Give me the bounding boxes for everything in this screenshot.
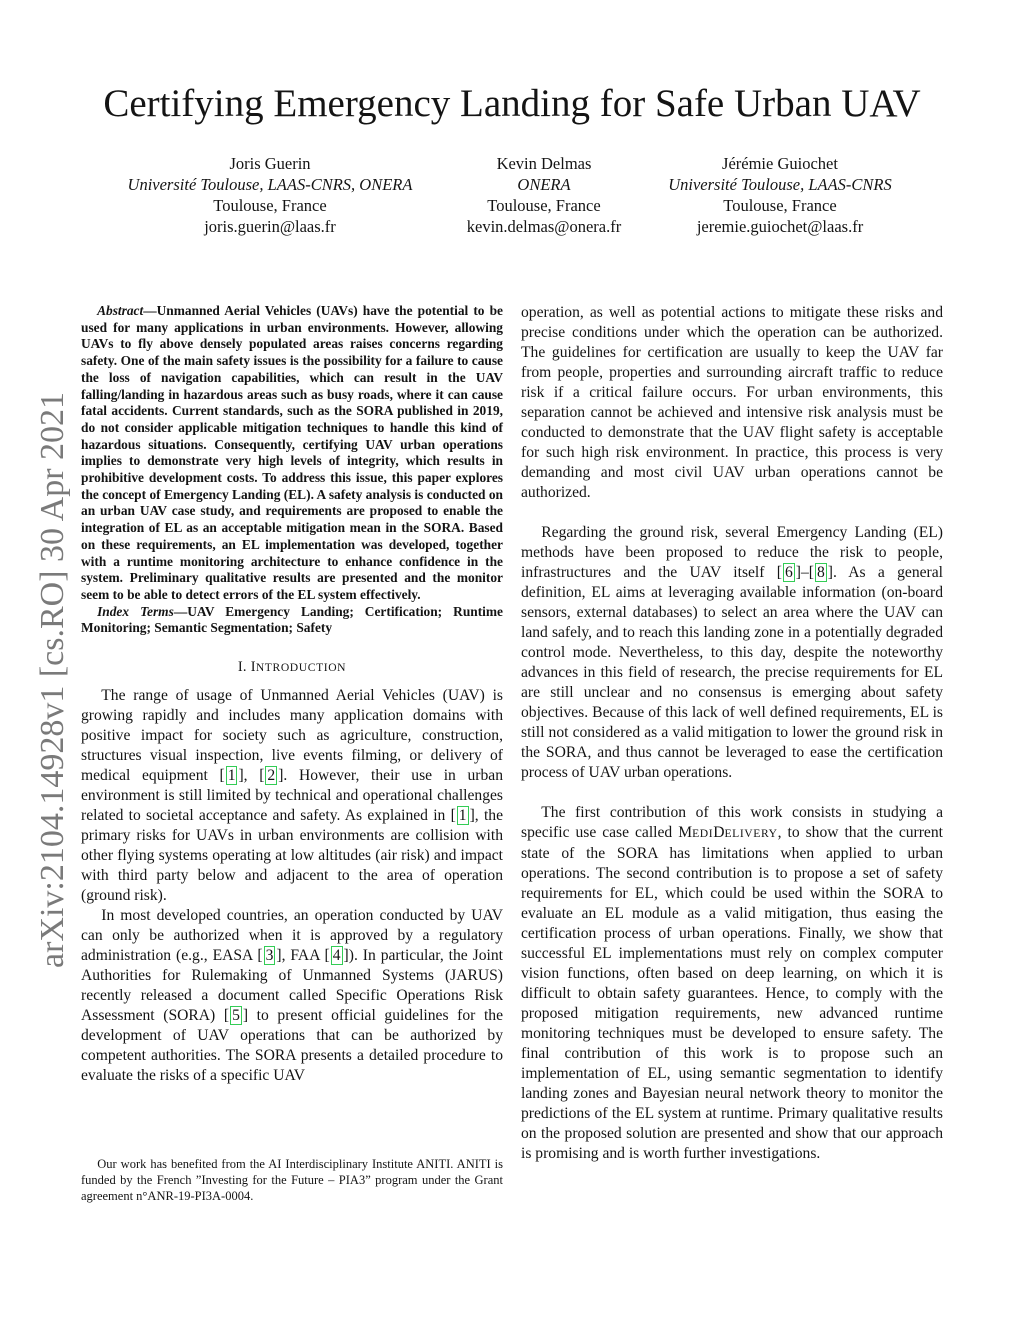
intro-paragraph-1: The range of usage of Unmanned Aerial Vehicles (UAV) is growing rapidly and includes many application domains with positive impact for society such as agriculture, construction, structures visual inspection, live events filming, or delivery of medical equipment [ 1 ], [ 2 ]. However, their use in urban environment is still limited by technical and operational challenges related to societal acceptance and safety. As explained in [ 1 ], the primary risks for UAVs in urban environments are collision with other flying systems operating at low altitudes (air risk) and impact with third party below and adjacent to the area of operation (ground risk). [81, 687, 503, 905]
author-location: Toulouse, France [723, 196, 837, 215]
text-run: to present official guidelines for the development of UAV operations that can be authorized by competent authorities. The SORA presents a detailed procedure to evaluate the risks of a specific UAV [81, 1007, 503, 1085]
author-email-link[interactable]: joris.guerin@laas.fr [204, 217, 336, 236]
text-run: Regarding the ground risk, several Emergency Landing (EL) methods have been proposed to reduce the risk to people, infrastructures and the UAV itself [521, 524, 943, 581]
intro-paragraph-4: Regarding the ground risk, several Emergency Landing (EL) methods have been proposed to reduce the risk to people, infrastructures and the UAV itself [ 6 ]–[ 8 ]. As a general definition, EL aims at leveraging available information (on-board sensors, external databases) to select an area where the UAV can land safely, and to reach this landing zone in a potentially degraded control mode. Nevertheless, to this day, despite the noteworthy advances in this field of research, the precise requirements for EL are still unclear and no consensus is emerging about safety objectives. Because of this lack of well defined requirements, EL is still not considered as a valid mitigation to lower the ground risk in the SORA, and thus cannot be leveraged to ease the certification process of UAV urban operations. [521, 524, 943, 781]
citation-link[interactable]: 6 [784, 564, 793, 581]
text-run: – [800, 564, 809, 581]
author-name: Joris Guerin [229, 154, 311, 173]
use-case-name [678, 824, 777, 841]
text-run: , to show that the current state of the SORA has limitations when applied to urban operations. The second contribution is to propose a set of safety requirements for EL, which could be used within the SORA to evaluate an EL module as a valid mitigation, thus easing the certification process of urban operations. Finally, we show that successful EL implementations must rely on complex computer vision functions, often based on deep learning, on which it is difficult to obtain safety guarantees. Hence, to comply with the proposed mitigation requirements, new advanced runtime monitoring techniques must be developed to ensure safety. The final contribution of this work is to propose such an implementation of EL, using semantic segmentation to identify landing zones and Bayesian neural network theory to monitor the predictions of the EL system at runtime. Primary qualitative results on the proposed solution are presented and show that our approach is promising and is worth further investigations. [521, 824, 943, 1162]
author-location: Toulouse, France [487, 196, 601, 215]
author-block [424, 153, 664, 237]
author-affiliation: Université Toulouse, LAAS-CNRS, ONERA [127, 175, 413, 194]
citation-link[interactable]: 4 [332, 947, 341, 965]
citation-link[interactable]: 5 [232, 1007, 240, 1025]
author-affiliation: Université Toulouse, LAAS-CNRS [668, 175, 892, 194]
intro-paragraph-3: operation, as well as potential actions to mitigate these risks and precise conditions under which the operation can be authorized. The guidelines for certification are usually to keep the UAV far from people, properties and surrounding aircraft traffic to reduce risk if a critical failure occurs. For urban environments, this separation cannot be achieved and intensive risk analysis must be conducted to demonstrate that the UAV flight safety is acceptable for such high risk environment. In practice, this process is very demanding and most civil UAV urban operations cannot be authorized. [521, 304, 943, 501]
text-run: . However, their use in urban environment is still limited by technical and operational challenges related to societal acceptance and safety. As explained in [81, 767, 503, 825]
funding-footnote: Our work has benefited from the AI Interdisciplinary Institute ANITI. ANITI is funded by the French ”Investing for the Future – PIA3” program under the Grant agreement n°ANR-19-PI3A-0004. [81, 1157, 503, 1203]
section-number: I. [237, 659, 247, 676]
citation-link[interactable]: 8 [816, 564, 825, 581]
text-run: The range of usage of Unmanned Aerial Vehicles (UAV) is growing rapidly and includes many application domains with positive impact for society such as agriculture, construction, structures visual inspection, live events filming, or delivery of medical equipment [81, 687, 503, 785]
paper-title: Certifying Emergency Landing for Safe Urban UAV [103, 82, 921, 125]
index-terms-label: Index Terms [97, 603, 174, 619]
arxiv-identifier-stamp[interactable]: arXiv:2104.14928v1 [cs.RO] 30 Apr 2021 [34, 391, 71, 968]
text-run: , the primary risks for UAVs in urban environments are collision with other flying systems operating at low altitudes (air risk) and impact with third party below and adjacent to the area of operation (ground risk). [81, 807, 503, 905]
right-column [521, 303, 943, 1164]
citation-link[interactable]: 3 [265, 947, 274, 965]
author-affiliation: ONERA [517, 175, 571, 194]
index-terms-text: —UAV Emergency Landing; Certification; Runtime Monitoring; Semantic Segmentation; Safety [81, 603, 503, 636]
text-run: In most developed countries, an operation conducted by UAV can only be authorized when it is approved by a regulatory administration (e.g., EASA [81, 907, 503, 965]
text-run: . As a general definition, EL aims at leveraging available information (on-board sensors, external databases) to select an area where the UAV can land safely, and to reach this landing zone in a potentially degraded control mode. Nevertheless, to this day, despite the noteworthy advances in this field of research, the precise requirements for EL are still unclear and no consensus is emerging about safety objectives. Because of this lack of well defined requirements, EL is still not considered as a valid mitigation to lower the ground risk in the SORA, and thus cannot be leveraged to ease the certification process of UAV urban operations. [521, 564, 943, 781]
citation-link[interactable]: 1 [227, 767, 236, 785]
citation-link[interactable]: 2 [267, 767, 276, 785]
text-run: The first contribution of this work consists in studying a specific use case called [521, 804, 943, 841]
abstract-text: —Unmanned Aerial Vehicles (UAVs) have the potential to be used for many applications in urban environments. However, allowing UAVs to fly above densely populated areas raises concerns regarding safety. One of the main safety issues is the possibility for a failure to cause the loss of navigation capabilities, which can result in the UAV falling/landing in hazardous areas such as busy roads, where it can cause fatal accidents. Current standards, such as the SORA published in 2019, do not consider applicable mitigation techniques to handle this kind of hazardous situations. Consequently, certifying UAV urban operations implies to demonstrate very high levels of integrity, which results in prohibitive development costs. To address this issue, this paper explores the concept of Emergency Landing (EL). A safety analysis is conducted on an urban UAV case study, and requirements are proposed to enable the integration of EL as an acceptable mitigation mean in the SORA. Based on these requirements, an EL implementation was developed, together with a runtime monitoring architecture to enhance confidence in the system. Preliminary qualitative results are presented and the monitor seem to be able to detect errors of the EL system effectively. [81, 303, 503, 602]
author-block [630, 153, 930, 237]
text-run: , FAA [281, 947, 325, 965]
use-case-initial: M [678, 824, 693, 841]
author-name: Kevin Delmas [496, 154, 592, 173]
text-run: ). In particular, the Joint Authorities for Rulemaking of Unmanned Systems (JARUS) recently released a document called Specific Operations Risk Assessment (SORA) [81, 947, 503, 1025]
author-email-link[interactable]: kevin.delmas@onera.fr [466, 217, 622, 236]
author-name: Jérémie Guiochet [722, 154, 838, 173]
section-title-rest: NTRODUCTION [255, 661, 347, 675]
use-case-small-caps: EDI [692, 827, 714, 840]
section-title-initial: I [250, 659, 256, 676]
left-column [81, 303, 503, 1086]
intro-paragraph-5 [521, 803, 943, 1164]
use-case-small-caps: ELIVERY [724, 827, 778, 840]
index-terms [81, 604, 503, 637]
citation-link[interactable]: 1 [458, 807, 467, 825]
author-email-link[interactable]: jeremie.guiochet@laas.fr [696, 217, 864, 236]
section-heading-introduction [81, 659, 503, 676]
intro-paragraph-2: In most developed countries, an operation conducted by UAV can only be authorized when it is approved by a regulatory administration (e.g., EASA [ 3 ], FAA [ 4 ]). In particular, the Joint Authorities for Rulemaking of Unmanned Systems (JARUS) recently released a document called Specific Operations Risk Assessment (SORA) [ 5 ] to present official guidelines for the development of UAV operations that can be authorized by competent authorities. The SORA presents a detailed procedure to evaluate the risks of a specific UAV [81, 907, 503, 1085]
author-block [110, 153, 430, 237]
use-case-initial: D [713, 824, 725, 841]
abstract-label: Abstract [97, 303, 144, 318]
abstract [81, 303, 503, 604]
author-location: Toulouse, France [213, 196, 327, 215]
